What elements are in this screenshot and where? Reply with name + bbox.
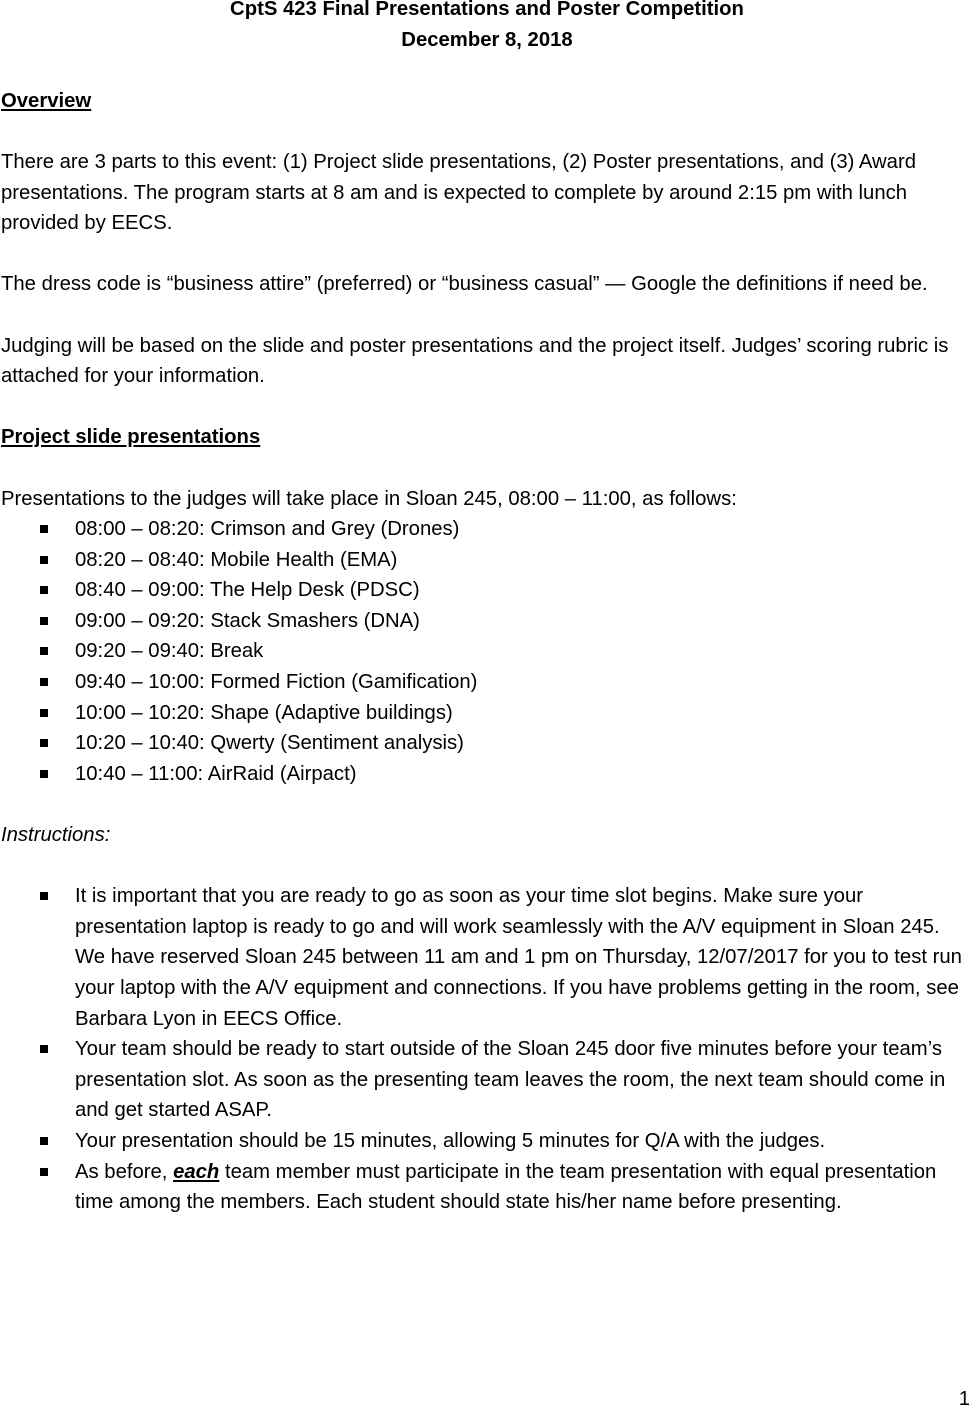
schedule-item [0,759,974,790]
bullet-icon [40,647,48,655]
schedule-item [0,545,974,576]
schedule-item [0,728,974,759]
overview-paragraph-judging: Judging will be based on the slide and poster presentations and the project itself. Judges’ scoring rubric is attached for your information. [1,334,949,388]
overview-heading: Overview [1,89,92,112]
schedule-item-text: 08:00 – 08:20: Crimson and Grey (Drones) [75,518,460,541]
document-header [0,0,974,55]
bullet-icon [40,770,48,778]
instruction-item-text: It is important that you are ready to go as soon as your time slot begins. Make sure your presentation laptop is ready to go and will work seamlessly with the A/V equipment in Sloan 245. We have reserved Sloan 245 between 11 am and 1 pm on Thursday, 12/07/2017 for you to test run your laptop with the A/V equipment and connections. If you have problems getting in the room, see Barbara Lyon in EECS Office. [75,885,962,1030]
schedule-item [0,698,974,729]
schedule-item [0,514,974,545]
bullet-icon [40,1168,48,1176]
document-title: CptS 423 Final Presentations and Poster Competition [230,0,744,20]
instruction-item [0,1034,974,1126]
bullet-icon [40,586,48,594]
schedule-item [0,667,974,698]
page-number: 1 [958,1388,970,1410]
instructions-list [0,881,974,1218]
schedule-item-text: 09:40 – 10:00: Formed Fiction (Gamification) [75,671,478,694]
document-date: December 8, 2018 [401,28,573,51]
schedule-item-text: 09:20 – 09:40: Break [75,640,264,663]
instruction-item-text-end: team member must participate in the team presentation with equal presentation time among the members. Each student should state his/her name before presenting. [75,1160,937,1214]
bullet-icon [40,739,48,747]
schedule-list [0,514,974,789]
instruction-item [0,881,974,1034]
instructions-label: Instructions: [1,824,111,847]
instruction-item-text-start: As before, [75,1160,174,1183]
bullet-icon [40,1137,48,1145]
bullet-icon [40,1045,48,1053]
instruction-item-text: Your presentation should be 15 minutes, allowing 5 minutes for Q/A with the judges. [75,1129,826,1152]
schedule-item-text: 10:40 – 11:00: AirRaid (Airpact) [75,762,357,785]
schedule-item [0,575,974,606]
slide-presentations-heading: Project slide presentations [1,426,261,449]
bullet-icon [40,556,48,564]
schedule-item-text: 10:20 – 10:40: Qwerty (Sentiment analysis) [75,732,464,755]
schedule-item [0,606,974,637]
bullet-icon [40,892,48,900]
bullet-icon [40,678,48,686]
schedule-item-text: 08:20 – 08:40: Mobile Health (EMA) [75,548,398,571]
instruction-emphasis-each: each [173,1160,220,1183]
schedule-item-text: 08:40 – 09:00: The Help Desk (PDSC) [75,579,420,602]
slide-presentations-intro: Presentations to the judges will take place in Sloan 245, 08:00 – 11:00, as follows: [1,487,737,510]
bullet-icon [40,709,48,717]
schedule-item [0,636,974,667]
schedule-item-text: 09:00 – 09:20: Stack Smashers (DNA) [75,609,420,632]
overview-paragraph-parts: There are 3 parts to this event: (1) Project slide presentations, (2) Poster presentations, and (3) Award presentations. The program starts at 8 am and is expected to complete by around 2:15 pm with lunch provided by EECS. [1,150,916,235]
instruction-item [0,1126,974,1157]
bullet-icon [40,617,48,625]
instruction-item [0,1157,974,1218]
overview-paragraph-dress-code: The dress code is “business attire” (preferred) or “business casual” — Google the definitions if need be. [1,273,928,296]
schedule-item-text: 10:00 – 10:20: Shape (Adaptive buildings) [75,701,453,724]
instruction-item-text: Your team should be ready to start outside of the Sloan 245 door five minutes before your team’s presentation slot. As soon as the presenting team leaves the room, the next team should come in and get started ASAP. [75,1038,946,1122]
bullet-icon [40,525,48,533]
